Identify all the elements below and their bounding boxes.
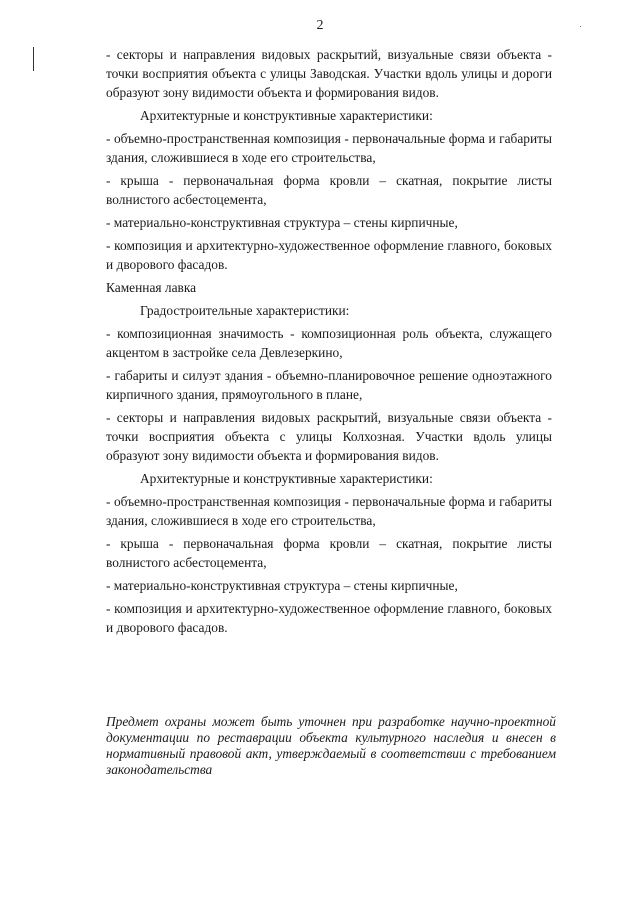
paragraph: - крыша - первоначальная форма кровли – скатная, покрытие листы волнистого асбестоцемента, [106,536,552,570]
paragraph: - композиция и архитектурно-художественное оформление главного, боковых и дворового фасадов. [106,238,552,272]
paragraph: - композиционная значимость - композиционная роль объекта, служащего акцентом в застройке села Девлезеркино, [106,326,552,360]
paragraph: - секторы и направления видовых раскрытий, визуальные связи объекта - точки восприятия объекта с улицы Колхозная. Участки вдоль улицы образуют зону видимости объекта и формирования видов. [106,410,552,463]
paragraph: - материально-конструктивная структура – стены кирпичные, [106,578,458,593]
subsection-heading: Архитектурные и конструктивные характеристики: [140,108,433,123]
section-heading: Каменная лавка [106,280,197,295]
margin-mark [33,47,34,71]
page-number: 2 [316,18,324,33]
subsection-heading: Архитектурные и конструктивные характеристики: [140,471,433,486]
subsection-heading: Градостроительные характеристики: [140,303,350,318]
document-body [106,45,552,641]
paragraph: - крыша - первоначальная форма кровли – скатная, покрытие листы волнистого асбестоцемента, [106,173,552,207]
paragraph: - секторы и направления видовых раскрытий, визуальные связи объекта - точки восприятия объекта с улицы Заводская. Участки вдоль улицы и дороги образуют зону видимости объекта и формирования видов. [106,47,552,100]
paragraph: - габариты и силуэт здания - объемно-планировочное решение одноэтажного кирпичного здания, прямоугольного в плане, [106,368,552,402]
scan-speck [580,26,581,27]
paragraph: - композиция и архитектурно-художественное оформление главного, боковых и дворового фасадов. [106,601,552,635]
paragraph: - объемно-пространственная композиция - первоначальные форма и габариты здания, сложившиеся в ходе его строительства, [106,494,552,528]
paragraph: - объемно-пространственная композиция - первоначальные форма и габариты здания, сложившиеся в ходе его строительства, [106,131,552,165]
paragraph: - материально-конструктивная структура – стены кирпичные, [106,215,458,230]
protection-note: Предмет охраны может быть уточнен при разработке научно-проектной документации по реставрации объекта культурного наследия и внесен в нормативный правовой акт, утверждаемый в соответствии с требованием законодательства [106,714,556,777]
